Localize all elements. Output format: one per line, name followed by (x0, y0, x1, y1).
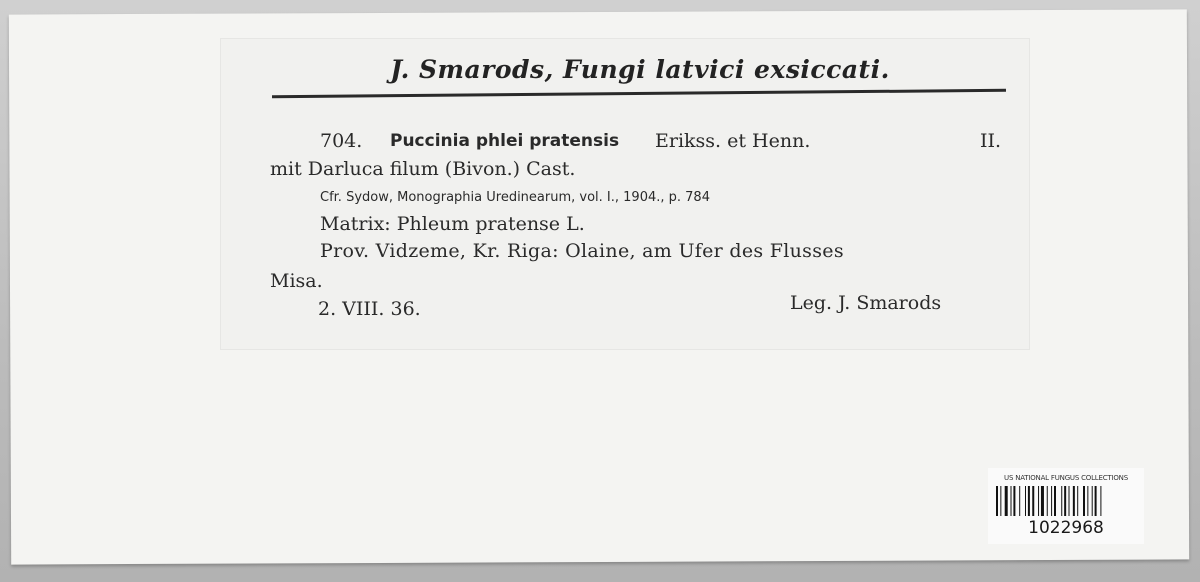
associated-fungus: mit Darluca filum (Bivon.) Cast. (270, 158, 576, 180)
barcode-header: US NATIONAL FUNGUS COLLECTIONS (1004, 474, 1128, 482)
matrix-host: Matrix: Phleum pratense L. (320, 213, 585, 235)
literature-citation: Cfr. Sydow, Monographia Uredinearum, vol. I., 1904., p. 784 (320, 190, 710, 205)
species-name: Puccinia phlei pratensis (390, 131, 620, 151)
species-authority: Erikss. et Henn. (655, 130, 811, 152)
locality-line-2: Misa. (270, 270, 323, 292)
collector: Leg. J. Smarods (790, 292, 942, 314)
collection-date: 2. VIII. 36. (318, 298, 421, 320)
spore-stage: II. (980, 130, 1002, 152)
locality-line-1: Prov. Vidzeme, Kr. Riga: Olaine, am Ufer des Flusses (320, 240, 844, 262)
barcode-bars (996, 486, 1136, 516)
barcode-number: 1022968 (1028, 518, 1104, 538)
label-title: J. Smarods, Fungi latvici exsiccati. (390, 55, 890, 84)
specimen-number: 704. (320, 130, 363, 152)
barcode-sticker (988, 468, 1144, 544)
